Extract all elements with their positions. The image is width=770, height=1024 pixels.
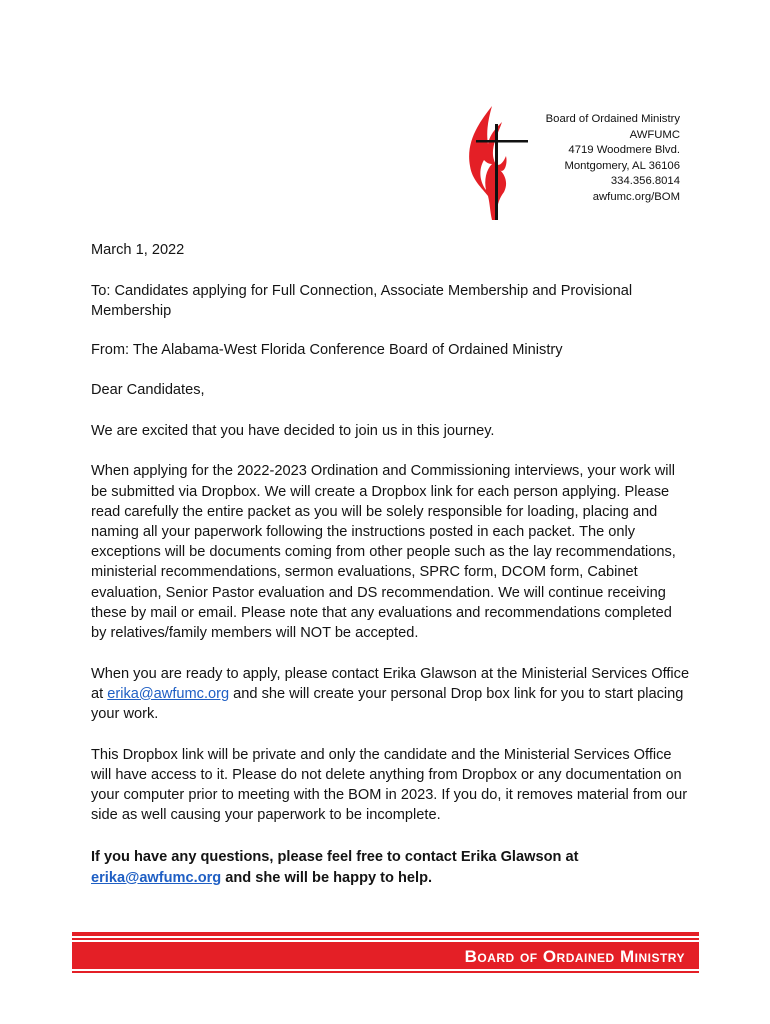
address-line: awfumc.org/BOM <box>592 190 680 203</box>
email-link[interactable]: erika@awfumc.org <box>107 685 230 702</box>
address-line: 334.356.8014 <box>610 175 680 187</box>
letter-paragraph-3 <box>91 664 691 725</box>
letterhead-address <box>420 112 680 205</box>
closing-text: and she will be happy to help. <box>221 869 433 886</box>
paragraph-text: and she will create your personal Drop box link for you to start placing your work. <box>91 685 684 722</box>
band-stripe <box>72 932 699 936</box>
band-stripe <box>72 938 699 940</box>
letter-paragraph-4: This Dropbox link will be private and only the candidate and the Ministerial Services Office will have access to it. Please do not delete anything from Dropbox or any documentation on your computer prior to meeting with the BOM in 2023. If you do, it removes material from our side as well causing your paperwork to be incomplete. <box>91 746 688 824</box>
letter-closing <box>91 847 691 887</box>
paragraph-text: When you are ready to apply, please contact Erika Glawson at the Ministerial Services Office at <box>91 665 690 702</box>
closing-email-link[interactable]: erika@awfumc.org <box>91 869 222 886</box>
address-line: Board of Ordained Ministry <box>545 113 680 125</box>
letter-body <box>91 240 691 908</box>
letter-paragraph-1: We are excited that you have decided to join us in this journey. <box>91 422 495 439</box>
letter-paragraph-2: When applying for the 2022-2023 Ordination and Commissioning interviews, your work will be submitted via Dropbox. We will create a Dropbox link for each person applying. Please read carefully the entire packet as you will be solely responsible for loading, placing and naming all your paperwork following the instructions posted in each packet. The only exceptions will be documents coming from other people such as the lay recommendations, ministerial recommendations, sermon evaluations, SPRC form, DCOM form, Cabinet evaluation, Senior Pastor evaluation and DS recommendation. We will continue receiving these by mail or email. Please note that any evaluations and recommendations completed by relatives/family members will NOT be accepted. <box>91 463 676 641</box>
address-line: 4719 Woodmere Blvd. <box>568 144 680 156</box>
letter-date: March 1, 2022 <box>91 242 185 258</box>
band-title: Board of Ordained Ministry <box>464 947 685 966</box>
address-line: Montgomery, AL 36106 <box>564 159 680 172</box>
letter-to: To: Candidates applying for Full Connection, Associate Membership and Provisional Membership <box>91 282 633 319</box>
footer-band <box>72 932 699 974</box>
letter-salutation: Dear Candidates, <box>91 382 205 399</box>
letter-from: From: The Alabama-West Florida Conference Board of Ordained Ministry <box>91 341 563 358</box>
closing-text: If you have any questions, please feel free to contact Erika Glawson at <box>91 849 579 866</box>
band-stripe <box>72 971 699 973</box>
address-line: AWFUMC <box>629 128 680 141</box>
